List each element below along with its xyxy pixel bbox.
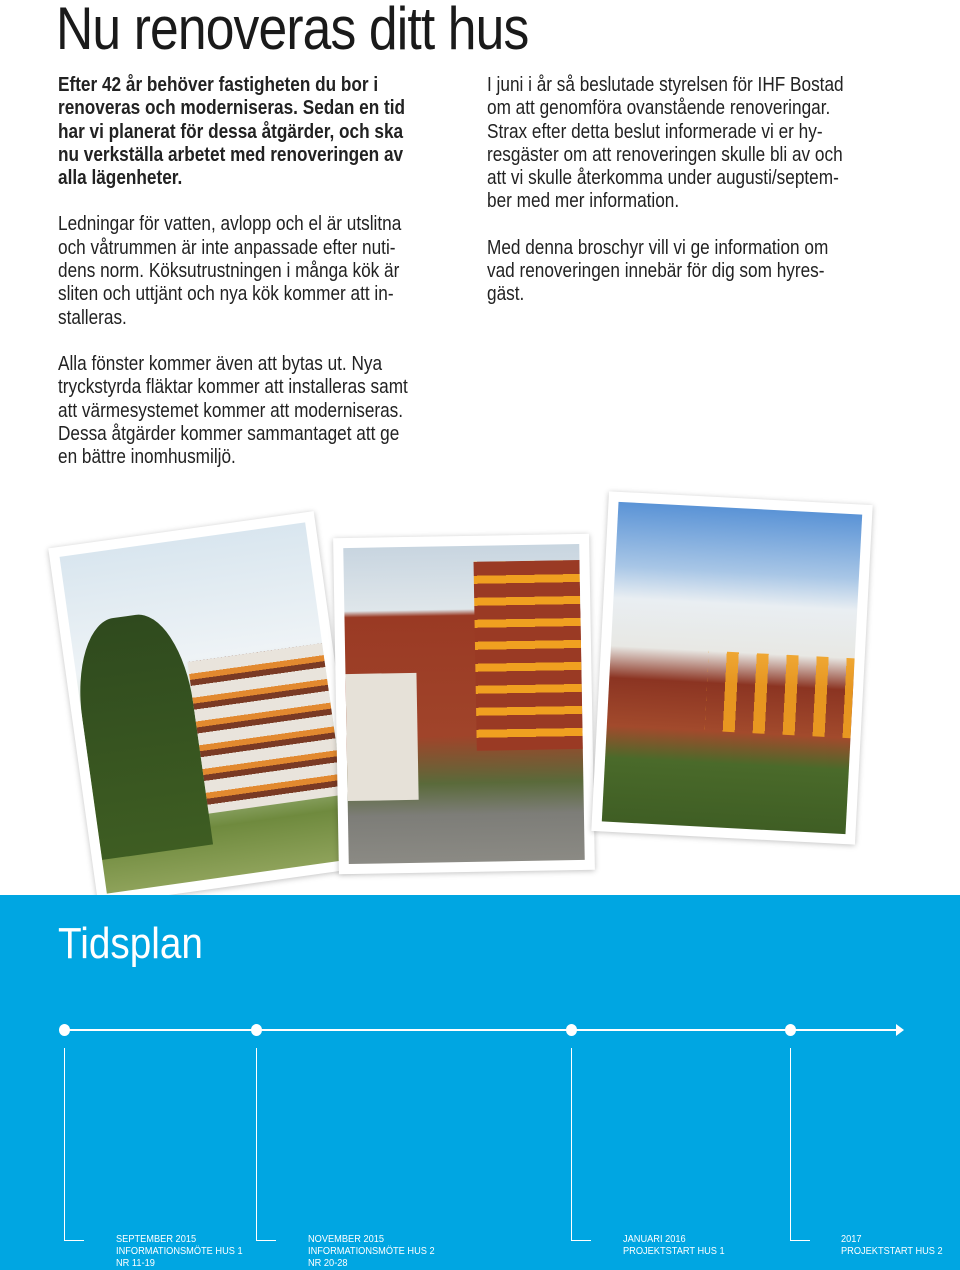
- timeline-connector: [790, 1048, 791, 1240]
- event-date: JANUARI 2016: [623, 1233, 686, 1245]
- event-text: INFORMATIONSMÖTE HUS 1: [116, 1245, 243, 1257]
- text-line: alla lägenheter.: [58, 167, 183, 190]
- timeline-dot: [251, 1024, 262, 1036]
- text-line: stalleras.: [58, 306, 127, 329]
- event-date: 2017: [841, 1233, 862, 1245]
- timeline-event: [841, 1233, 943, 1257]
- intro-paragraph: [58, 74, 471, 190]
- text-line: Dessa åtgärder kommer sammantaget att ge: [58, 422, 400, 445]
- timeline-event: [116, 1233, 243, 1269]
- event-text: NR 11-19: [116, 1257, 155, 1269]
- text-line: en bättre inomhusmiljö.: [58, 446, 236, 469]
- timeline-dot: [785, 1024, 796, 1036]
- timeline-title: Tidsplan: [58, 919, 203, 968]
- timeline-connector: [64, 1240, 84, 1241]
- timeline-event: [623, 1233, 725, 1257]
- text-line: ber med mer information.: [487, 190, 680, 213]
- text-line: Alla fönster kommer även att bytas ut. Nya: [58, 352, 383, 375]
- photo-building-3: [591, 491, 872, 844]
- event-text: NR 20-28: [308, 1257, 348, 1269]
- text-line: renoveras och moderniseras. Sedan en tid: [58, 97, 405, 120]
- event-text: PROJEKTSTART HUS 1: [623, 1245, 725, 1257]
- text-line: tryckstyrda fläktar kommer att installeras samt: [58, 376, 408, 399]
- paragraph-decision: [487, 74, 900, 214]
- text-line: resgäster om att renoveringen skulle bli av och: [487, 143, 843, 166]
- timeline-event: [308, 1233, 435, 1269]
- text-line: Med denna broschyr vill vi ge information om: [487, 236, 829, 259]
- timeline-connector: [790, 1240, 810, 1241]
- event-date: NOVEMBER 2015: [308, 1233, 385, 1245]
- text-line: att vi skulle återkomma under augusti/septem-: [487, 167, 839, 190]
- event-date: SEPTEMBER 2015: [116, 1233, 197, 1245]
- text-line: har vi planerat för dessa åtgärder, och ska: [58, 120, 404, 143]
- event-text: INFORMATIONSMÖTE HUS 2: [308, 1245, 435, 1257]
- left-column: [58, 74, 471, 492]
- text-line: att värmesystemet kommer att moderniseras.: [58, 399, 404, 422]
- text-line: sliten och uttjänt och nya kök kommer att in-: [58, 283, 394, 306]
- photo-building-2: [333, 534, 595, 874]
- page-title: Nu renoveras ditt hus: [56, 0, 529, 62]
- paragraph-2: [58, 213, 471, 329]
- text-line: I juni i år så beslutade styrelsen för IHF Bostad: [487, 74, 844, 96]
- paragraph-brochure: [487, 237, 900, 307]
- text-line: Strax efter detta beslut informerade vi er hy-: [487, 120, 823, 143]
- timeline-dot: [59, 1024, 70, 1036]
- timeline-connector: [571, 1240, 591, 1241]
- text-line: dens norm. Köksutrustningen i många kök är: [58, 260, 400, 283]
- timeline-section: [0, 895, 960, 1270]
- text-line: vad renoveringen innebär för dig som hyres-: [487, 260, 825, 283]
- timeline-dot: [566, 1024, 577, 1036]
- timeline-connector: [256, 1048, 257, 1240]
- photo-building-1: [48, 511, 363, 905]
- timeline-axis: [64, 1029, 898, 1031]
- arrow-right-icon: [896, 1024, 904, 1036]
- text-line: om att genomföra ovanstående renoveringar.: [487, 97, 831, 120]
- text-line: Efter 42 år behöver fastigheten du bor i: [58, 74, 379, 96]
- right-column: [487, 74, 900, 330]
- event-text: PROJEKTSTART HUS 2: [841, 1245, 943, 1257]
- text-line: Ledningar för vatten, avlopp och el är utslitna: [58, 213, 402, 236]
- timeline-connector: [256, 1240, 276, 1241]
- text-line: gäst.: [487, 283, 525, 306]
- paragraph-3: [58, 353, 471, 469]
- timeline-connector: [571, 1048, 572, 1240]
- text-line: och våtrummen är inte anpassade efter nuti-: [58, 236, 396, 259]
- timeline-connector: [64, 1048, 65, 1240]
- text-line: nu verkställa arbetet med renoveringen av: [58, 143, 404, 166]
